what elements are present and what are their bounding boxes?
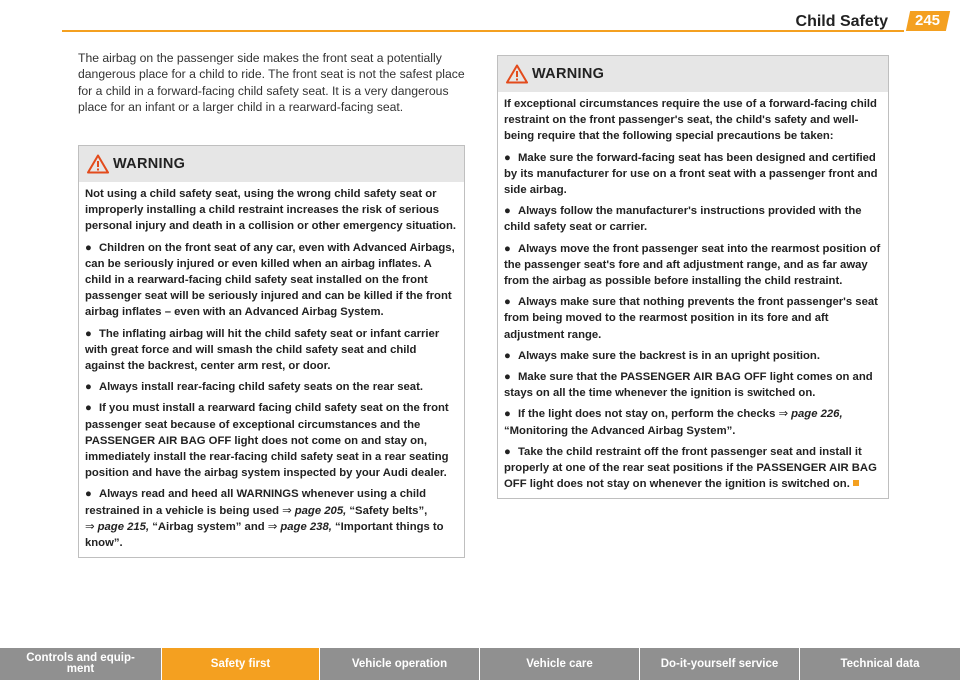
page-number-badge bbox=[906, 11, 950, 31]
warning-box-child-seat bbox=[78, 145, 465, 558]
warning-bullet-text: Always make sure that nothing prevents the front passenger's seat from being moved to the rearmost position in its fore and aft adjustment range. bbox=[504, 296, 878, 341]
warning-bullet bbox=[504, 150, 882, 199]
arrow-icon: ⇒ bbox=[778, 408, 788, 421]
warning-bullet-text: “Important things to know”. bbox=[85, 520, 444, 550]
warning-header bbox=[498, 56, 888, 92]
warning-lead: If exceptional circumstances require the use of a forward-facing child restraint on the front passenger's seat, the child's safety and well-being require that the following special precautions be taken: bbox=[504, 98, 877, 143]
warning-triangle-icon bbox=[506, 64, 528, 84]
bullet-dot-icon: ● bbox=[85, 327, 92, 340]
warning-bullet-text: If you must install a rearward facing child safety seat on the front passenger seat because of exceptional circumstances and the PASSENGER AIR BAG OFF light does not come on and stay on, immediately install the rear-facing child safety seat in a rear seating position and have the airbag system inspected by your Audi dealer. bbox=[85, 402, 449, 480]
bullet-dot-icon: ● bbox=[85, 402, 92, 415]
arrow-icon: ⇒ bbox=[85, 520, 95, 533]
warning-bullet bbox=[504, 348, 882, 364]
warning-bullet-text: “Safety belts”, bbox=[349, 504, 428, 517]
end-of-section-icon bbox=[853, 480, 859, 486]
nav-tab-safety-first[interactable]: Safety first bbox=[162, 648, 320, 680]
arrow-icon: ⇒ bbox=[282, 504, 292, 517]
warning-bullet bbox=[85, 379, 458, 395]
arrow-icon: ⇒ bbox=[267, 520, 278, 533]
page-reference-link[interactable]: page 205, bbox=[294, 504, 347, 517]
bullet-dot-icon: ● bbox=[504, 349, 511, 362]
warning-lead: Not using a child safety seat, using the wrong child safety seat or improperly installing a child restraint increases the risk of serious personal injury and death in a collision or other emergency situation. bbox=[85, 188, 456, 233]
warning-bullet-text: “Monitoring the Advanced Airbag System”. bbox=[504, 424, 736, 437]
warning-bullet-text: Always follow the manufacturer's instructions provided with the child safety seat or carrier. bbox=[504, 205, 862, 234]
warning-bullet bbox=[504, 241, 882, 290]
warning-bullet bbox=[504, 203, 882, 235]
warning-bullet-text: Make sure the forward-facing seat has been designed and certified by its manufacturer for use on a front seat with a passenger front and side airbag. bbox=[504, 151, 878, 197]
warning-box-forward-facing bbox=[497, 55, 889, 499]
chapter-nav-bar bbox=[0, 648, 960, 680]
warning-title: WARNING bbox=[532, 66, 605, 82]
warning-bullet bbox=[504, 406, 882, 438]
warning-bullet bbox=[504, 444, 882, 493]
warning-title: WARNING bbox=[113, 156, 186, 172]
warning-bullet-text: Always install rear-facing child safety seats on the rear seat. bbox=[99, 381, 423, 394]
page-reference-link[interactable]: page 226, bbox=[791, 408, 843, 421]
bullet-dot-icon: ● bbox=[85, 488, 92, 501]
nav-tab-vehicle-care[interactable]: Vehicle care bbox=[480, 648, 640, 680]
page-reference-link[interactable]: page 238, bbox=[280, 520, 332, 533]
section-title: Child Safety bbox=[795, 13, 888, 30]
nav-tab-diy-service[interactable]: Do-it-yourself service bbox=[640, 648, 800, 680]
nav-tab-technical-data[interactable]: Technical data bbox=[800, 648, 960, 680]
warning-bullet bbox=[85, 326, 458, 375]
warning-bullet bbox=[85, 486, 458, 551]
warning-bullet-text: Always make sure the backrest is in an upright position. bbox=[518, 349, 820, 362]
warning-bullet-text: Always move the front passenger seat into the rearmost position of the passenger seat's fore and aft adjustment range, and as far away from the airbag as possible before installing the child restraint. bbox=[504, 242, 881, 288]
header-rule bbox=[62, 30, 904, 32]
warning-bullet-text: Always read and heed all WARNINGS whenever using a child restrained in a vehicle is being used bbox=[85, 488, 427, 517]
bullet-dot-icon: ● bbox=[504, 445, 511, 458]
nav-tab-vehicle-operation[interactable]: Vehicle operation bbox=[320, 648, 480, 680]
bullet-dot-icon: ● bbox=[504, 205, 511, 218]
warning-bullet-text: Children on the front seat of any car, even with Advanced Airbags, can be seriously injured or even killed when an airbag inflates. A child in a rearward-facing child safety seat installed on the front passenger seat will be seriously injured and can be killed if the front airbag inflates – even with an Advanced Airbag System. bbox=[85, 241, 455, 319]
warning-bullet-text: “Airbag system” and bbox=[152, 520, 265, 533]
warning-bullet bbox=[504, 294, 882, 343]
warning-header bbox=[79, 146, 464, 182]
warning-bullet-text: If the light does not stay on, perform the checks bbox=[518, 408, 776, 421]
bullet-dot-icon: ● bbox=[85, 241, 92, 254]
bullet-dot-icon: ● bbox=[85, 381, 92, 394]
warning-bullet bbox=[85, 400, 458, 481]
warning-body bbox=[79, 182, 464, 557]
warning-bullet-text: Make sure that the PASSENGER AIR BAG OFF light comes on and stays on all the time whenever the ignition is switched on. bbox=[504, 371, 873, 400]
intro-paragraph: The airbag on the passenger side makes the front seat a potentially dangerous place for a child to ride. The front seat is not the safest place for a child in a forward-facing child safety seat. It is a very dangerous place for an infant or a larger child in a rearward-facing seat. bbox=[78, 51, 465, 115]
page-number: 245 bbox=[915, 12, 941, 29]
nav-tab-controls[interactable]: Controls and equip- ment bbox=[0, 648, 162, 680]
warning-bullet-text: Take the child restraint off the front passenger seat and install it properly at one of the rear seat positions if the PASSENGER AIR BAG OFF light does not stay on whenever the ignition is switched on. bbox=[504, 445, 877, 491]
warning-bullet bbox=[504, 369, 882, 401]
page-header bbox=[0, 0, 960, 38]
bullet-dot-icon: ● bbox=[504, 296, 511, 309]
bullet-dot-icon: ● bbox=[504, 371, 511, 384]
bullet-dot-icon: ● bbox=[504, 151, 511, 164]
bullet-dot-icon: ● bbox=[504, 408, 511, 421]
warning-triangle-icon bbox=[87, 154, 109, 174]
page-reference-link[interactable]: page 215, bbox=[97, 520, 150, 533]
warning-bullet bbox=[85, 240, 458, 321]
warning-body bbox=[498, 92, 888, 498]
warning-bullet-text: The inflating airbag will hit the child safety seat or infant carrier with great force and will smash the child safety seat and child against the backrest, center arm rest, or door. bbox=[85, 327, 440, 373]
bullet-dot-icon: ● bbox=[504, 242, 511, 255]
